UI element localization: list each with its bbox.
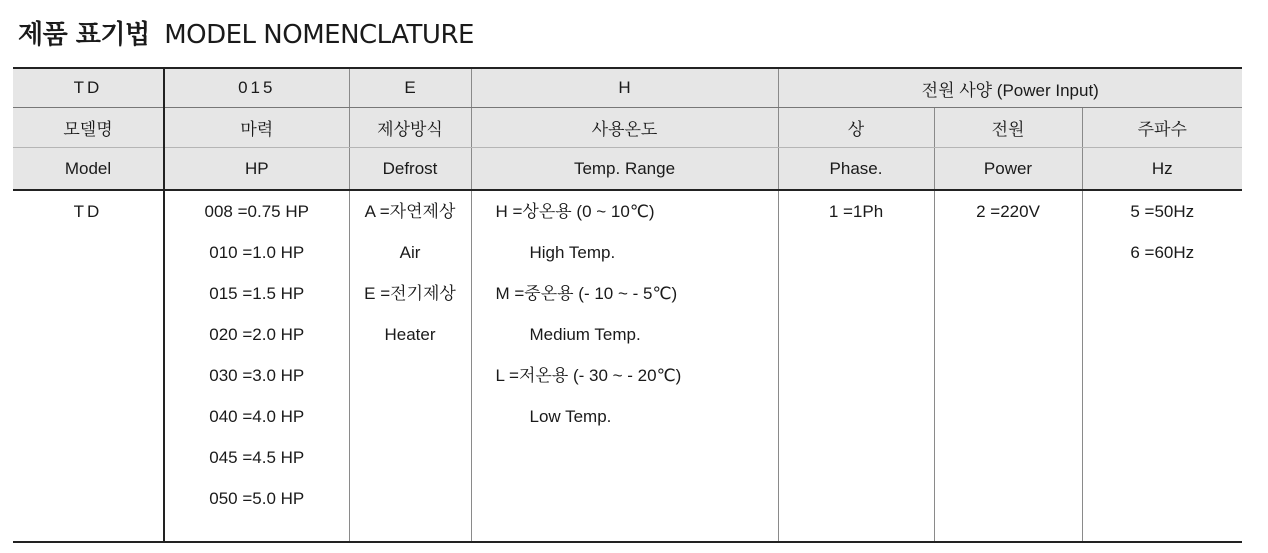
header-kr-phase: 상: [778, 108, 934, 148]
header-english-row: [13, 148, 1242, 191]
list-item: M =중온용 (- 10 ~ - 5℃): [495, 284, 678, 303]
body-hz-cell: [1082, 190, 1242, 542]
body-hp-cell: [164, 190, 349, 542]
body-temp-cell: [471, 190, 778, 542]
header-en-temp: Temp. Range: [471, 148, 778, 191]
list-item: Low Temp.: [529, 407, 612, 426]
list-item: Heater: [384, 325, 436, 344]
header-en-phase: Phase.: [778, 148, 934, 191]
list-item: 030 =3.0 HP: [209, 366, 305, 385]
header-kr-defrost: 제상방식: [349, 108, 471, 148]
list-item: 010 =1.0 HP: [209, 243, 305, 262]
nomenclature-table: [13, 67, 1242, 543]
list-item: E =전기제상: [364, 284, 456, 303]
header-en-hz: Hz: [1082, 148, 1242, 191]
code-temp: H: [471, 68, 778, 108]
list-item: 1 =1Ph: [828, 202, 884, 221]
list-item: 2 =220V: [976, 202, 1040, 221]
header-kr-temp: 사용온도: [471, 108, 778, 148]
list-item: 050 =5.0 HP: [209, 489, 305, 508]
list-item: 5 =50Hz: [1130, 202, 1195, 221]
list-item: 015 =1.5 HP: [209, 284, 305, 303]
title-korean: 제품 표기법: [18, 20, 150, 50]
list-item: H =상온용 (0 ~ 10℃): [495, 202, 655, 221]
header-en-hp: HP: [164, 148, 349, 191]
title-english: MODEL NOMENCLATURE: [164, 20, 474, 50]
header-kr-hp: 마력: [164, 108, 349, 148]
list-item: 008 =0.75 HP: [204, 202, 309, 221]
code-defrost: E: [349, 68, 471, 108]
list-item: Medium Temp.: [529, 325, 641, 344]
body-defrost-cell: [349, 190, 471, 542]
header-en-defrost: Defrost: [349, 148, 471, 191]
code-model: TD: [13, 68, 164, 108]
page-title: [18, 14, 474, 51]
list-item: A =자연제상: [364, 202, 456, 221]
header-kr-model: 모델명: [13, 108, 164, 148]
body-model-value: TD: [73, 202, 103, 221]
header-kr-hz: 주파수: [1082, 108, 1242, 148]
list-item: 040 =4.0 HP: [209, 407, 305, 426]
code-row: [13, 68, 1242, 108]
code-hp: 015: [164, 68, 349, 108]
header-kr-power: 전원: [934, 108, 1082, 148]
list-item: 045 =4.5 HP: [209, 448, 305, 467]
list-item: L =저온용 (- 30 ~ - 20℃): [495, 366, 682, 385]
body-power-cell: [934, 190, 1082, 542]
body-row: [13, 190, 1242, 542]
list-item: High Temp.: [529, 243, 616, 262]
list-item: Air: [399, 243, 421, 262]
header-en-model: Model: [13, 148, 164, 191]
body-model-cell: [13, 190, 164, 542]
list-item: 020 =2.0 HP: [209, 325, 305, 344]
list-item: 6 =60Hz: [1130, 243, 1195, 262]
body-phase-cell: [778, 190, 934, 542]
code-power-input: 전원 사양 (Power Input): [778, 68, 1242, 108]
header-en-power: Power: [934, 148, 1082, 191]
header-korean-row: [13, 108, 1242, 148]
